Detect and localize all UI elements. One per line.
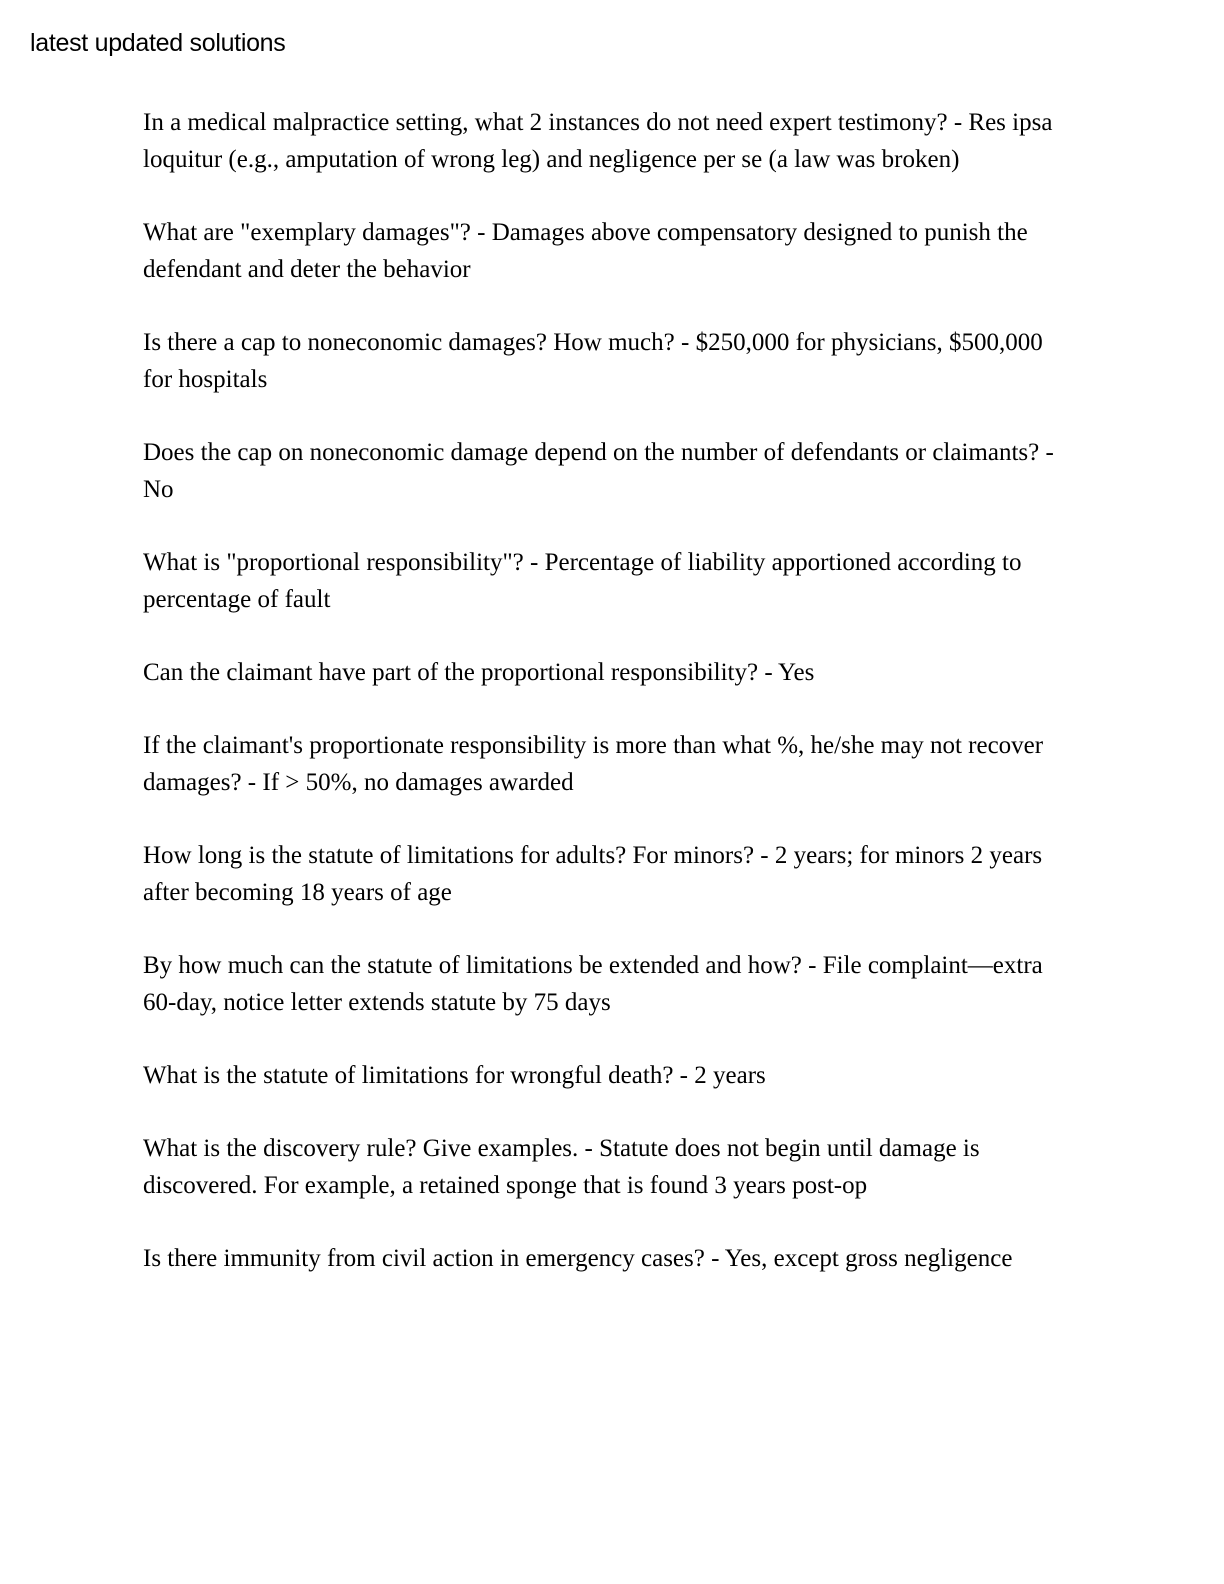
qa-item-9: By how much can the statute of limitations be extended and how? - File complaint—extra 60-day, notice letter extends statute by 75 days (143, 952, 1043, 1016)
qa-item-11: What is the discovery rule? Give examples. - Statute does not begin until damage is discovered. For example, a retained sponge that is found 3 years post-op (143, 1135, 980, 1199)
qa-item-1: In a medical malpractice setting, what 2 instances do not need expert testimony? - Res ipsa loquitur (e.g., amputation of wrong leg) and negligence per se (a law was broken) (143, 109, 1053, 173)
qa-item-12: Is there immunity from civil action in emergency cases? - Yes, except gross negligence (143, 1245, 1013, 1272)
qa-item-8: How long is the statute of limitations for adults? For minors? - 2 years; for minors 2 years after becoming 18 years of age (143, 842, 1043, 906)
qa-item-10: What is the statute of limitations for wrongful death? - 2 years (143, 1062, 766, 1089)
qa-item-4: Does the cap on noneconomic damage depend on the number of defendants or claimants? - No (143, 439, 1054, 503)
qa-item-6: Can the claimant have part of the proportional responsibility? - Yes (143, 659, 815, 686)
qa-item-2: What are "exemplary damages"? - Damages above compensatory designed to punish the defendant and deter the behavior (143, 219, 1028, 283)
qa-item-7: If the claimant's proportionate responsibility is more than what %, he/she may not recover damages? - If > 50%, no damages awarded (143, 732, 1044, 796)
qa-item-3: Is there a cap to noneconomic damages? How much? - $250,000 for physicians, $500,000 for hospitals (143, 329, 1043, 393)
qa-list (143, 104, 1073, 1313)
page-header: latest updated solutions (30, 29, 286, 57)
qa-item-5: What is "proportional responsibility"? - Percentage of liability apportioned according to percentage of fault (143, 549, 1022, 613)
